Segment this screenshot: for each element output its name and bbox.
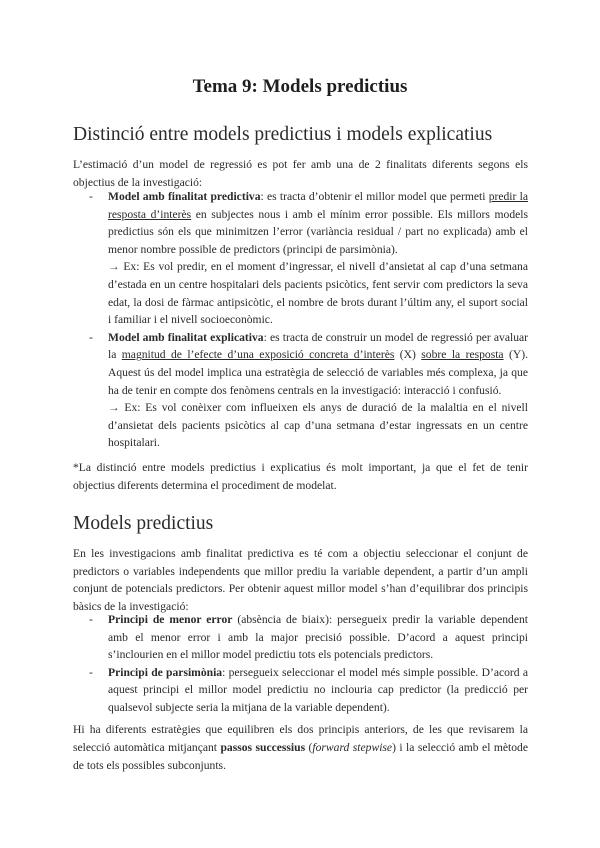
item-text: (absència de biaix): persegueix predir la variable dependent amb el menor error i amb la major precisió possible. D’acord a aquest principi s’inclourien en el millor model predictiu tots els potencials predictors. bbox=[108, 613, 528, 662]
section1-intro: L’estimació d’un model de regressió es pot fer amb una de 2 finalitats diferents segons els objectius de la investigació: bbox=[73, 158, 528, 189]
list-dash: - bbox=[89, 665, 93, 679]
item-text: (Y). Aquest ús del model implica una estratègia de selecció de variables més complexa, ja que ha de tenir en compte dos fenòmens centrals en la investigació: interacció i confusió. bbox=[108, 348, 528, 397]
section1-note: *La distinció entre models predictius i explicatius és molt important, ja que el fet de tenir objectius diferents determina el procediment de modelat. bbox=[73, 461, 528, 492]
term-parsimony: Principi de parsimònia bbox=[108, 665, 223, 679]
list-item-predictive bbox=[73, 188, 528, 329]
page-title: Tema 9: Models predictius bbox=[192, 76, 408, 97]
example-predictive: → Ex: Es vol predir, en el moment d’ingressar, el nivell d’ansietat al cap d’una setmana d’estada en un centre hospitalari dels pacients psicòtics, fent servir com predictors la seva edat, la dosi de fàrmac antipsicòtic, el nombre de brots durant l’últim any, el suport social i familiar i el nivell socioeconòmic. bbox=[108, 260, 528, 327]
list-dash: - bbox=[89, 190, 93, 203]
section1-list bbox=[73, 188, 528, 452]
section-heading-predictive-models: Models predictius bbox=[73, 513, 214, 534]
underlined-phrase: predir la resposta d’interès bbox=[108, 190, 528, 221]
term-least-error: Principi de menor error bbox=[108, 613, 233, 626]
list-dash: - bbox=[89, 613, 93, 626]
section2-closing bbox=[73, 721, 528, 775]
underlined-phrase: sobre la resposta bbox=[421, 348, 504, 362]
term-predictive: Model amb finalitat predictiva bbox=[108, 190, 261, 203]
list-item-parsimony bbox=[73, 664, 528, 717]
item-text: : es tracta de construir un model de regressió per avaluar la bbox=[108, 330, 528, 362]
item-text: en subjectes nous i amb el mínim error possible. Els millors models predictius són els que minimitzen l’error (variància residual / part no explicada) amb el menor nombre possible de predictors (principi de parsimònia). bbox=[108, 207, 529, 256]
section2-list bbox=[73, 611, 528, 717]
closing-text: ) i la selecció amb el mètode de tots els possibles subconjunts. bbox=[73, 741, 528, 772]
item-text: : persegueix seleccionar el model més simple possible. D’acord a aquest principi el millor model predictiu no inclouria cap predictor (la predicció per qualsevol subjecte seria la mitjana de la variable dependent). bbox=[108, 665, 528, 714]
item-text: : es tracta d’obtenir el millor model que permeti bbox=[260, 190, 489, 203]
example-explanatory: → Ex: Es vol conèixer com influeixen els anys de duració de la malaltia en el nivell d’ansietat dels pacients psicòtics al cap d’una setmana d’estar ingressats en un centre hospitalari. bbox=[108, 401, 528, 450]
list-item-explanatory bbox=[73, 329, 528, 452]
section2-intro: En les investigacions amb finalitat predictiva es té com a objectiu seleccionar el conjunt de predictors o variables independents que millor prediu la variable dependent, a partir d’un ampli conjunt de potencials predictors. Per obtenir aquest millor model s’han d’equilibrar dos principis bàsics de la investigació: bbox=[73, 547, 528, 613]
list-item-least-error bbox=[73, 611, 528, 664]
term-forward-stepwise: forward stepwise bbox=[312, 741, 393, 754]
term-stepwise: passos successius bbox=[220, 741, 306, 754]
underlined-phrase: magnitud de l’efecte d’una exposició concreta d’interès bbox=[121, 348, 395, 362]
closing-text: Hi ha diferents estratègies que equilibren els dos principis anteriors, de les que revisarem la selecció automàtica mitjançant bbox=[73, 723, 528, 754]
closing-text: ( bbox=[305, 741, 313, 754]
item-text: (X) bbox=[394, 348, 422, 362]
list-dash: - bbox=[89, 330, 93, 344]
term-explanatory: Model amb finalitat explicativa bbox=[108, 330, 264, 344]
section-heading-distinction: Distinció entre models predictius i models explicatius bbox=[73, 124, 493, 145]
